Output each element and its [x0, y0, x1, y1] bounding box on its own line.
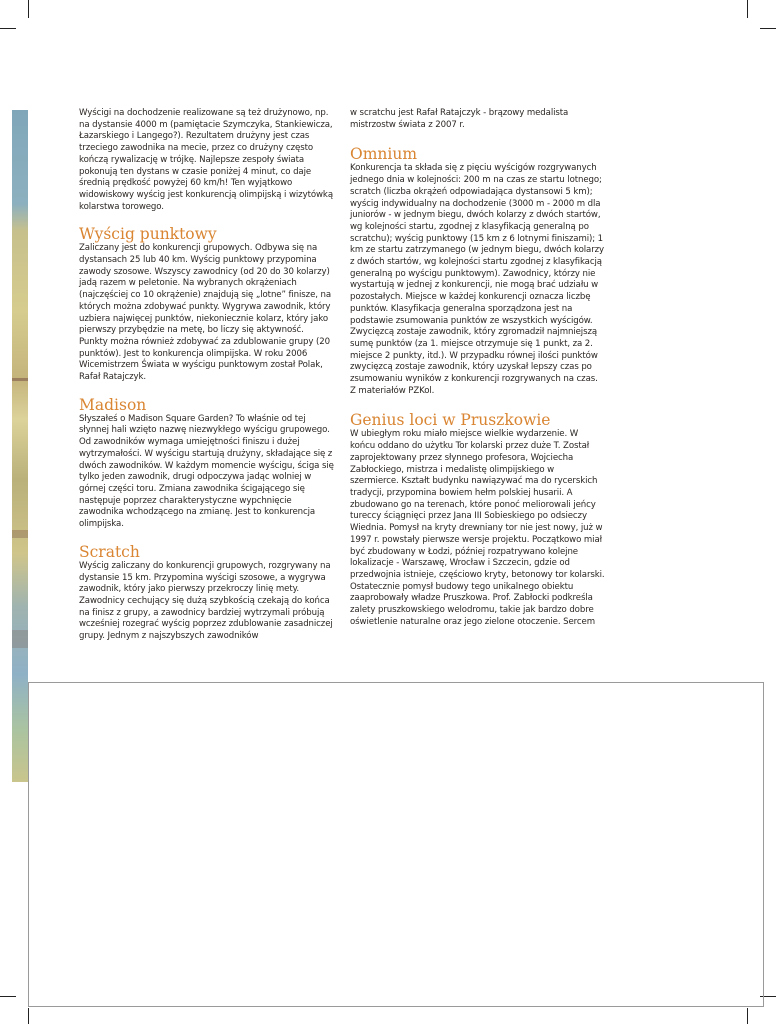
section-heading: Genius loci w Pruszkowie: [350, 411, 551, 430]
crop-mark: [28, 1008, 29, 1024]
crop-mark: [747, 0, 748, 18]
crop-mark: [28, 0, 29, 18]
section-heading: Scratch: [79, 542, 140, 561]
photo-strip: [12, 110, 28, 782]
crop-mark: [0, 996, 16, 997]
right-column: [350, 108, 605, 628]
intro-paragraph: Wyścigi na dochodzenie realizowane są też drużynowo, np. na dystansie 4000 m (pamiętacie Szymczyka, Stankiewicza, Łazarskiego i Langego?). Rezultatem drużyny jest czas trzeciego zawodnika na mecie, przez co drużyny często kończą rywalizację w trójkę. Najlepsze zespoły świata pokonują ten dystans w czasie poniżej 4 minut, co daje średnią prędkość powyżej 60 km/h! Ten wyjątkowo widowiskowy wyścig jest konkurencją olimpijską i wizytówką kolarstwa torowego.: [79, 108, 333, 212]
divider-rule: [28, 682, 764, 683]
divider-rule: [28, 1006, 764, 1007]
crop-mark: [760, 28, 776, 29]
section-heading: Wyścig punktowy: [79, 225, 217, 244]
divider-rule: [28, 682, 29, 1007]
section-heading: Madison: [79, 395, 147, 414]
crop-mark: [747, 1008, 748, 1024]
section-body: W ubiegłym roku miało miejsce wielkie wydarzenie. W końcu oddano do użytku Tor kolarski przez duże T. Został zaprojektowany przez słynnego profesora, Wojciecha Zabłockiego, mistrza i medalistę olimpijskiego w szermierce. Kształt budynku nawiązywać ma do rycerskich tradycji, przypomina bowiem hełm polskiej husarii. A zbudowano go na terenach, które ponoć meliorowali jeńcy tureccy ściągnięci przez Jana III Sobieskiego po odsieczy Wiednia. Pomysł na kryty drewniany tor nie jest nowy, już w 1997 r. powstały pierwsze wersje projektu. Początkowo miał być zbudowany w Łodzi, później rozpatrywano kolejne lokalizacje - Warszawę, Wrocław i Szczecin, gdzie od przedwojnia istnieje, częściowo kryty, betonowy tor kolarski. Ostatecznie pomysł budowy tego unikalnego obiektu zaaprobowały władze Pruszkowa. Prof. Zabłocki podkreśla zalety pruszkowskiego welodromu, takie jak bardzo dobre oświetlenie naturalne oraz jego zielone otoczenie. Sercem: [350, 429, 605, 627]
section-body: Konkurencja ta składa się z pięciu wyścigów rozgrywanych jednego dnia w kolejności: 200 m na czas ze startu lotnego; scratch (liczba okrążeń odpowiadająca dystansowi 5 km); wyścig indywidualny na dochodzenie (3000 m - 2000 m dla juniorów - w jednym biegu, dwóch kolarzy z dwóch startów, wg kolejności startu, zgodnej z klasyfikacją generalną po scratchu); wyścig punktowy (15 km z 6 lotnymi finiszami); 1 km ze startu zatrzymanego (w jednym biegu, dwóch kolarzy z dwóch startów, wg kolejności startu zgodnej z klasyfikacją generalną po wyścigu punktowym). Zawodnicy, którzy nie wystartują w jednej z konkurencji, nie mogą brać udziału w pozostałych. Miejsce w każdej konkurencji oznacza liczbę punktów. Klasyfikacja generalna sporządzona jest na podstawie zsumowania punktów ze wszystkich wyścigów. Zwycięzcą zostaje zawodnik, który zgromadził najmniejszą sumę punktów (za 1. miejsce otrzymuje się 1 punkt, za 2. miejsce 2 punkty, itd.). W przypadku równej ilości punktów zwycięzcą zostaje zawodnik, który uzyskał lepszy czas po zsumowaniu wyników z konkurencji rozgrywanych na czas. Z materiałów PZKol.: [350, 163, 605, 396]
left-column: [79, 108, 335, 643]
intro-paragraph: w scratchu jest Rafał Ratajczyk - brązowy medalista mistrzostw świata z 2007 r.: [350, 108, 569, 130]
divider-rule: [763, 682, 764, 1007]
section-heading: Omnium: [350, 145, 418, 164]
section-body: Słyszałeś o Madison Square Garden? To właśnie od tej słynnej hali wzięto nazwę niezwykłego wyścigu grupowego. Od zawodników wymaga umiejętności finiszu i dużej wytrzymałości. W wyścigu startują drużyny, składające się z dwóch zawodników. W każdym momencie wyścigu, ściga się tylko jeden zawodnik, drugi odpoczywa jadąc wolniej w górnej części toru. Zmiana zawodnika ścigającego się następuje poprzez charakterystyczne wypchnięcie zawodnika wchodzącego na zmianę. Jest to konkurencja olimpijska.: [79, 413, 334, 530]
section-body: Zaliczany jest do konkurencji grupowych. Odbywa się na dystansach 25 lub 40 km. Wyścig punktowy przypomina zawody szosowe. Wszyscy zawodnicy (od 20 do 30 kolarzy) jadą razem w peletonie. Na wybranych okrążeniach (najczęściej co 10 okrążenie) znajdują się „lotne” finisze, na których można zdobywać punkty. Wygrywa zawodnik, który uzbiera najwięcej punktów, niekoniecznie kolarz, który jako pierwszy przybędzie na metę, bo liczy się aktywność. Punkty można również zdobywać za zdublowanie grupy (20 punktów). Jest to konkurencja olimpijska. W roku 2006 Wicemistrzem Świata w wyścigu punktowym został Polak, Rafał Ratajczyk.: [79, 243, 332, 383]
section-body: Wyścig zaliczany do konkurencji grupowych, rozgrywany na dystansie 15 km. Przypomina wyścigi szosowe, a wygrywa zawodnik, który jako pierwszy przekroczy linię mety. Zawodnicy cechujący się dużą szybkością czekają do końca na finisz z grupy, a zawodnicy bardziej wytrzymali próbują wcześniej rozegrać wyścig poprzez zdublowanie zasadniczej grupy. Jednym z najszybszych zawodników: [79, 560, 333, 642]
crop-mark: [0, 28, 16, 29]
